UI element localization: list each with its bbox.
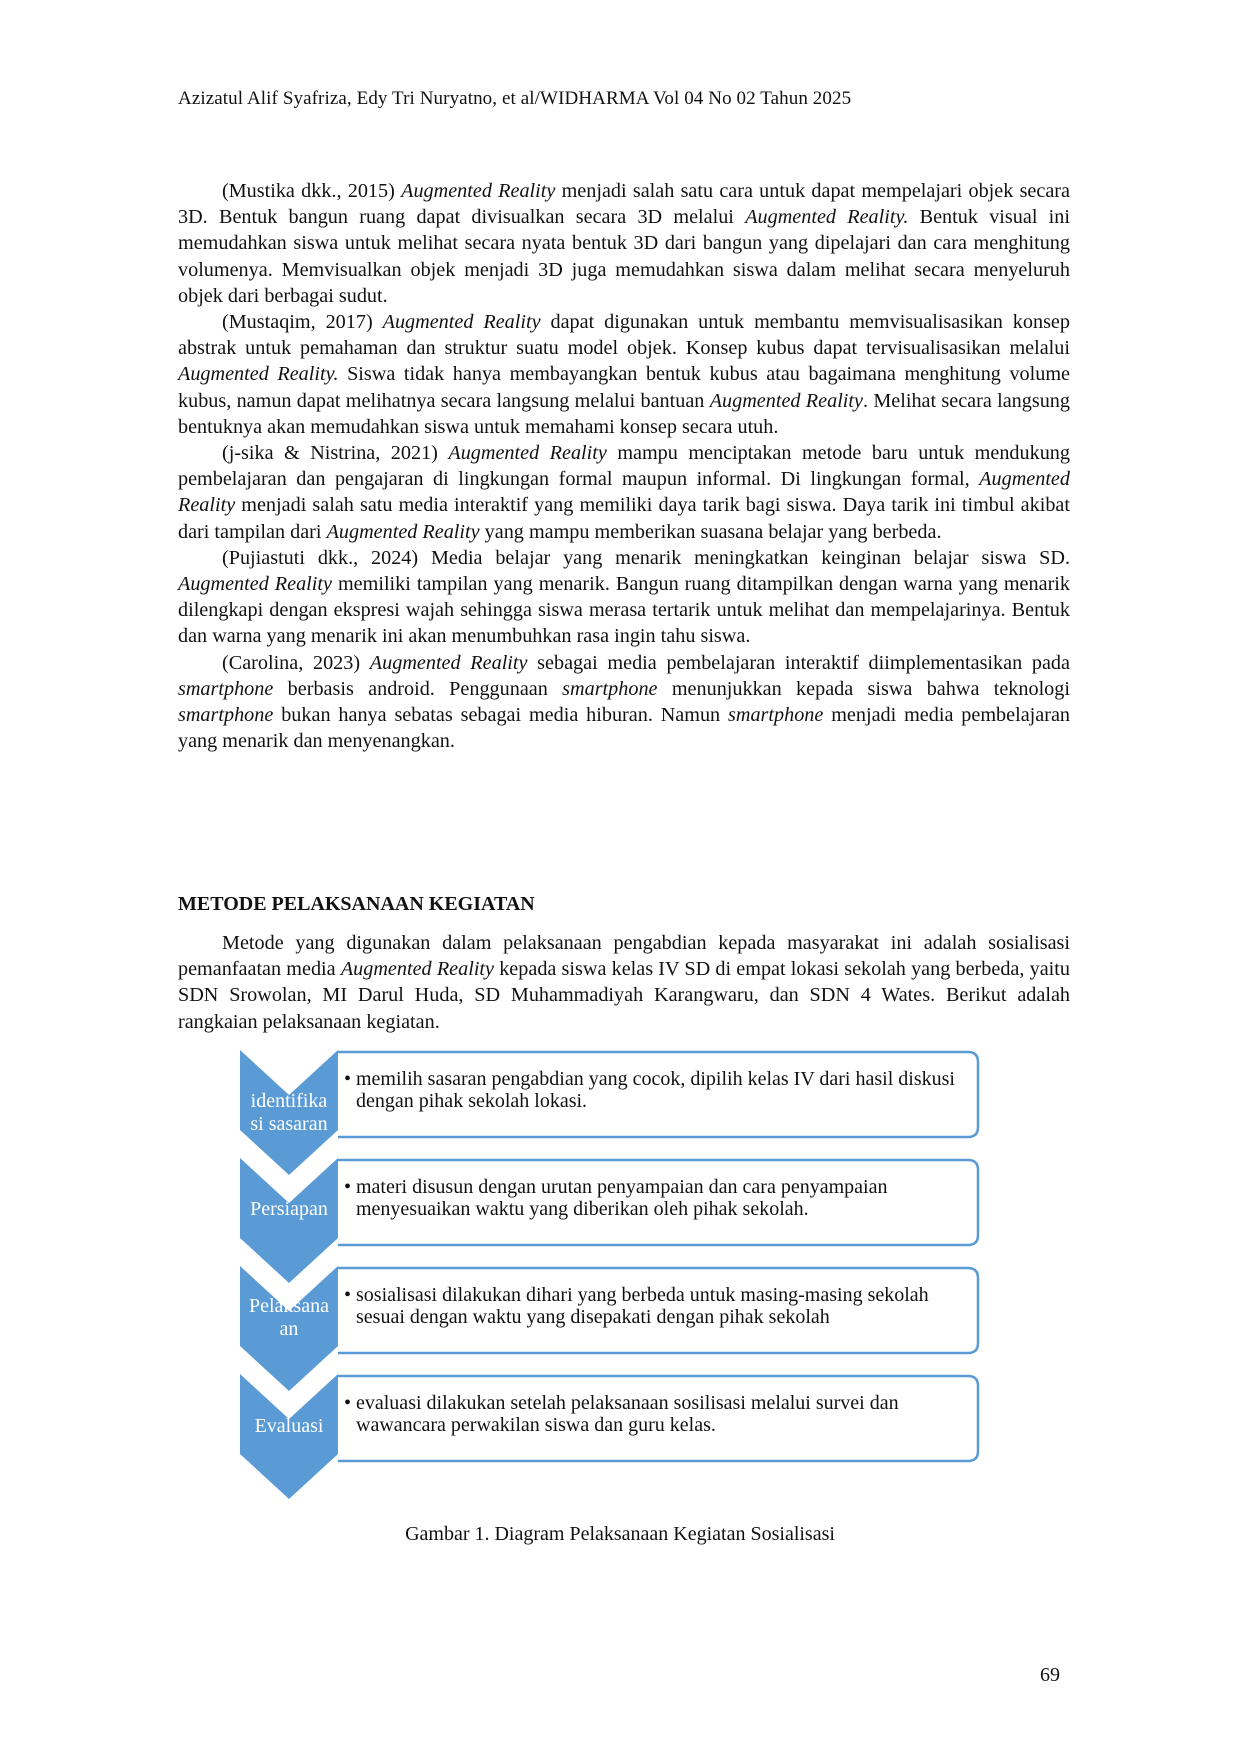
citation: (Pujiastuti dkk., 2024) bbox=[222, 546, 419, 569]
paragraph-text: sebagai media pembelajaran interaktif diimplementasikan pada bbox=[527, 651, 1070, 674]
step-description: materi disusun dengan urutan penyampaian dan cara penyampaian menyesuaikan waktu yang diberikan oleh pihak sekolah. bbox=[356, 1176, 888, 1220]
step-description: sosialisasi dilakukan dihari yang berbeda untuk masing-masing sekolah sesuai dengan waktu yang disepakati dengan pihak sekolah bbox=[356, 1284, 929, 1328]
term-italic: smartphone bbox=[728, 704, 824, 727]
paragraph-text: menjadi salah satu media interaktif yang memiliki daya tarik bagi siswa. Daya tarik ini timbul akibat dari tampilan dari bbox=[178, 494, 1070, 543]
paragraph-text: berbasis android. Penggunaan bbox=[273, 677, 563, 700]
paragraph-text: bukan hanya sebatas sebagai media hiburan. Namun bbox=[273, 704, 729, 727]
paragraph-text: memiliki tampilan yang menarik. Bangun ruang ditampilkan dengan warna yang menarik dilengkapi dengan ekspresi wajah sehingga siswa merasa tertarik untuk melihat dan mempelajarinya. Bentuk dan warna yang menarik ini akan menumbuhkan rasa ingin tahu siswa. bbox=[178, 573, 1070, 648]
running-header: Azizatul Alif Syafriza, Edy Tri Nuryatno, et al/WIDHARMA Vol 04 No 02 Tahun 2025 bbox=[178, 88, 852, 109]
paragraph-text: Siswa tidak hanya membayangkan bentuk kubus atau bagaimana menghitung volume kubus, namun dapat melihatnya secara langsung melalui bantuan bbox=[178, 363, 1071, 412]
paragraph-text: menjadi salah satu cara untuk dapat mempelajari objek secara 3D. Bentuk bangun ruang dapat divisualkan secara 3D melalui bbox=[178, 180, 1070, 229]
paragraph-text: menjadi media pembelajaran yang menarik dan menyenangkan. bbox=[178, 704, 1070, 753]
paragraph-text: kepada siswa kelas IV SD di empat lokasi sekolah yang berbeda, yaitu SDN Srowolan, MI Darul Huda, SD Muhammadiyah Karangwaru, dan SDN 4 Wates. Berikut adalah rangkaian pelaksanaan kegiatan. bbox=[178, 958, 1070, 1033]
term-italic: Augmented Reality bbox=[178, 468, 1070, 517]
method-text bbox=[178, 930, 1070, 1035]
body-text bbox=[178, 178, 1070, 754]
paragraph-mustika bbox=[178, 178, 1070, 309]
term-italic: Augmented Reality bbox=[709, 389, 863, 412]
citation: (Carolina, 2023) bbox=[222, 651, 361, 674]
section-heading: METODE PELAKSANAAN KEGIATAN bbox=[178, 893, 535, 915]
step-text-pelaksanaan bbox=[344, 1284, 970, 1328]
term-italic: Augmented Reality bbox=[401, 180, 556, 202]
stage-label-line: si sasaran bbox=[250, 1113, 328, 1135]
step-description: memilih sasaran pengabdian yang cocok, dipilih kelas IV dari hasil diskusi dengan pihak sekolah lokasi. bbox=[356, 1068, 955, 1112]
stage-label-persiapan bbox=[240, 1198, 338, 1221]
term-italic: Augmented Reality. bbox=[745, 206, 909, 229]
paragraph-text: Media belajar yang menarik meningkatkan keinginan belajar siswa SD. bbox=[418, 546, 1070, 569]
paragraph-text: mampu menciptakan metode baru untuk mendukung pembelajaran dan pengajaran di lingkungan formal maupun informal. Di lingkungan formal, bbox=[178, 442, 1070, 491]
step-text-persiapan bbox=[344, 1176, 970, 1220]
paragraph-method bbox=[178, 930, 1070, 1035]
figure-caption: Gambar 1. Diagram Pelaksanaan Kegiatan Sosialisasi bbox=[405, 1523, 835, 1545]
bullet-icon: • bbox=[344, 1068, 352, 1090]
term-italic: smartphone bbox=[562, 677, 658, 700]
term-italic: Augmented Reality bbox=[340, 958, 495, 981]
process-diagram bbox=[240, 1050, 990, 1520]
citation: (Mustika dkk., 2015) bbox=[222, 180, 395, 202]
stage-label-identifikasi bbox=[240, 1090, 338, 1136]
stage-label-line: an bbox=[279, 1318, 299, 1340]
term-italic: Augmented Reality bbox=[326, 520, 480, 543]
citation: (j-sika & Nistrina, 2021) bbox=[222, 442, 438, 465]
bullet-icon: • bbox=[344, 1176, 352, 1198]
term-italic: Augmented Reality bbox=[448, 442, 607, 465]
term-italic: Augmented Reality bbox=[178, 573, 332, 596]
step-description: evaluasi dilakukan setelah pelaksanaan sosilisasi melalui survei dan wawancara perwakilan siswa dan guru kelas. bbox=[356, 1392, 899, 1436]
term-italic: Augmented Reality bbox=[369, 651, 528, 674]
stage-label-line: identifika bbox=[250, 1090, 328, 1112]
citation: (Mustaqim, 2017) bbox=[222, 311, 373, 334]
stage-label-pelaksanaan bbox=[240, 1295, 338, 1341]
stage-label-line: Persiapan bbox=[250, 1198, 328, 1220]
paragraph-text: Bentuk visual ini memudahkan siswa untuk melihat secara nyata bentuk 3D dari bangun yang dipelajari dan cara menghitung volumenya. Memvisualkan objek menjadi 3D juga memudahkan siswa dalam melihat secara menyeluruh objek dari berbagai sudut. bbox=[178, 206, 1070, 307]
paragraph-text: menunjukkan kepada siswa bahwa teknologi bbox=[657, 677, 1070, 700]
stage-label-line: Pelaksana bbox=[249, 1295, 329, 1317]
paragraph-pujiastuti bbox=[178, 545, 1070, 650]
term-italic: Augmented Reality bbox=[382, 311, 541, 334]
paragraph-text: dapat digunakan untuk membantu memvisualisasikan konsep abstrak untuk pemahaman dan struktur suatu model objek. Konsep kubus dapat tervisualisasikan melalui bbox=[178, 311, 1070, 360]
page-number: 69 bbox=[1040, 1664, 1060, 1686]
paragraph-mustaqim bbox=[178, 309, 1070, 440]
paragraph-text: Metode yang digunakan dalam pelaksanaan pengabdian kepada masyarakat ini adalah sosialisasi pemanfaatan media bbox=[178, 932, 1070, 981]
paragraph-text: . Melihat secara langsung bentuknya akan memudahkan siswa untuk memahami konsep secara utuh. bbox=[178, 389, 1070, 438]
bullet-icon: • bbox=[344, 1284, 352, 1306]
paragraph-text: yang mampu memberikan suasana belajar yang berbeda. bbox=[479, 520, 942, 543]
term-italic: smartphone bbox=[178, 704, 274, 727]
paragraph-carolina bbox=[178, 650, 1070, 755]
paragraph-jsika bbox=[178, 440, 1070, 545]
bullet-icon: • bbox=[344, 1392, 352, 1414]
step-text-identifikasi bbox=[344, 1068, 970, 1112]
step-text-evaluasi bbox=[344, 1392, 970, 1436]
stage-label-line: Evaluasi bbox=[254, 1415, 324, 1437]
stage-label-evaluasi bbox=[240, 1415, 338, 1438]
term-italic: Augmented Reality. bbox=[178, 363, 339, 386]
term-italic: smartphone bbox=[178, 677, 274, 700]
